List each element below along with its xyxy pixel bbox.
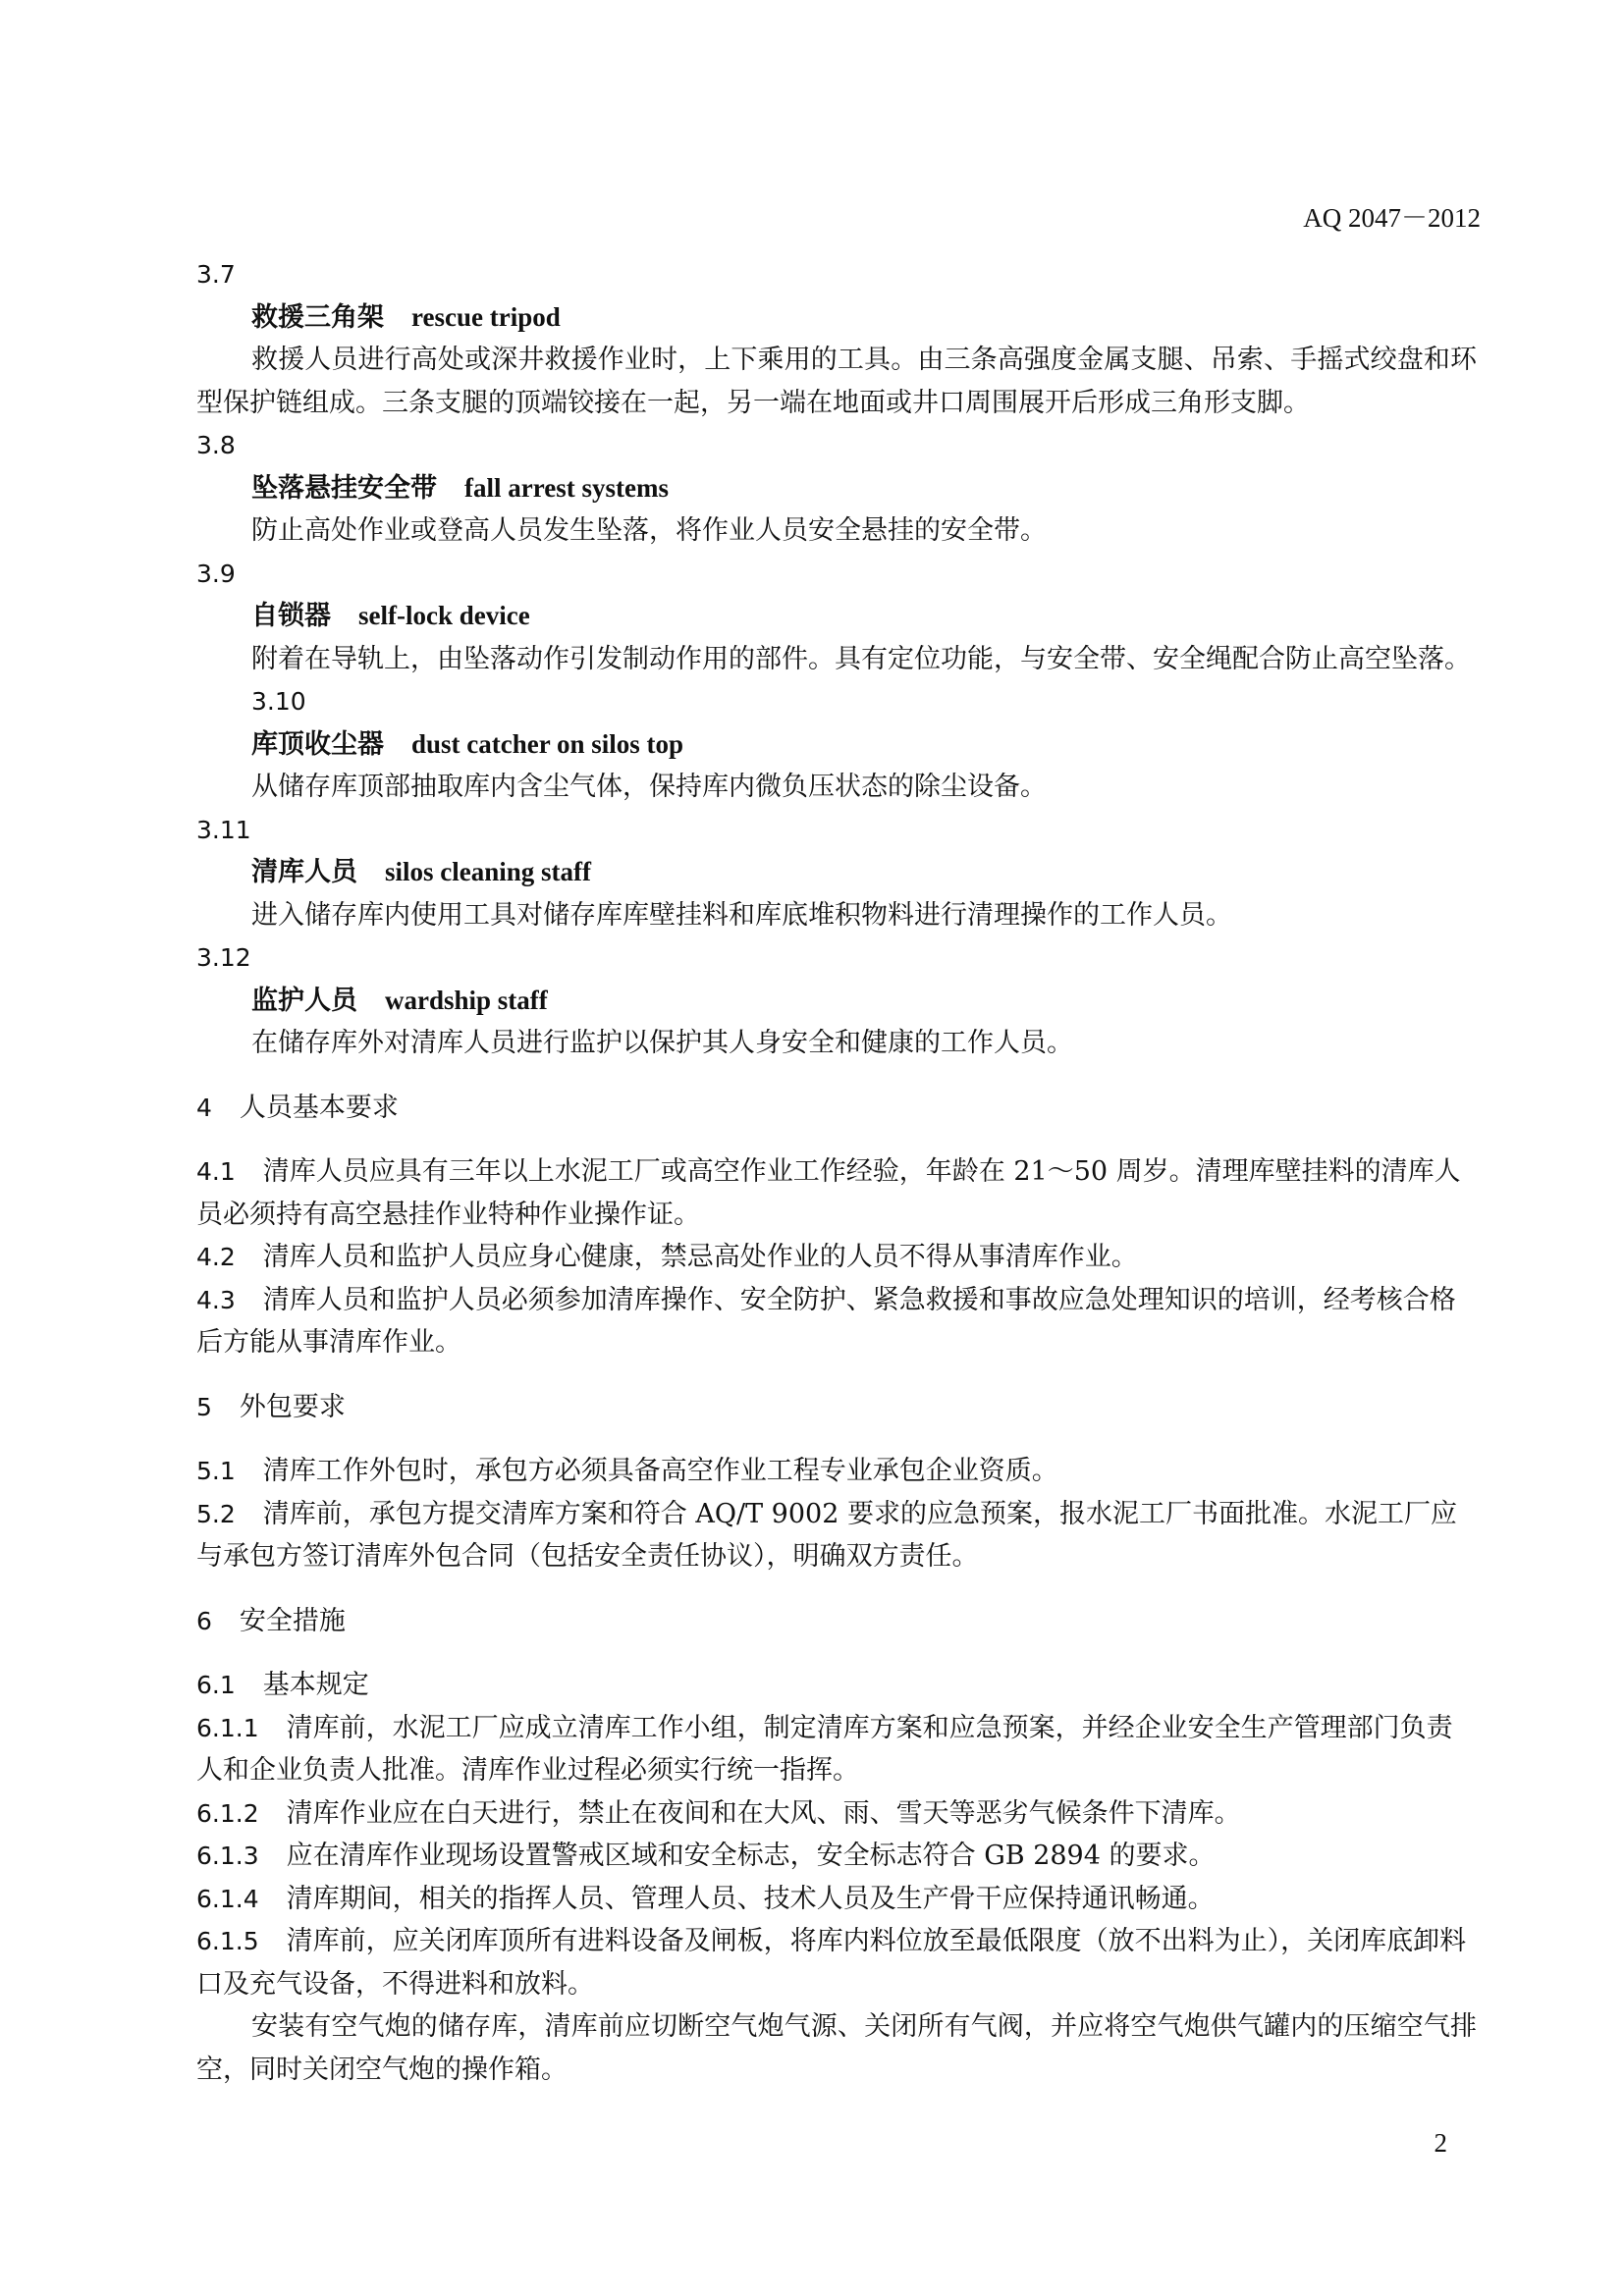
term-number: 3.7 [196, 260, 236, 289]
term-number: 3.12 [196, 943, 251, 972]
paragraph: 安装有空气炮的储存库，清库前应切断空气炮气源、关闭所有气阀，并应将空气炮供气罐内的压缩空气排空，同时关闭空气炮的操作箱。 [196, 2011, 1477, 2085]
section-number: 4 [196, 1093, 212, 1122]
term-entry [196, 424, 1477, 553]
term-zh: 监护人员 [251, 985, 357, 1016]
clause-text: 清库工作外包时，承包方必须具备高空作业工程专业承包企业资质。 [262, 1456, 1058, 1486]
term-en: silos cleaning staff [385, 857, 592, 886]
clause-text: 应在清库作业现场设置警戒区域和安全标志，安全标志符合 GB 2894 的要求。 [286, 1841, 1216, 1871]
term-definition: 从储存库顶部抽取库内含尘气体，保持库内微负压状态的除尘设备。 [251, 772, 1047, 802]
clause-text: 清库作业应在白天进行，禁止在夜间和在大风、雨、雪天等恶劣气候条件下清库。 [286, 1797, 1241, 1829]
section-title: 人员基本要求 [239, 1092, 399, 1123]
standard-code: AQ 2047－2012 [1303, 203, 1481, 233]
term-zh: 救援三角架 [251, 301, 384, 333]
subsection-title: 基本规定 [262, 1670, 369, 1700]
clause-number: 6.1.3 [196, 1842, 259, 1870]
clause [196, 1792, 1477, 1836]
term-number: 3.11 [196, 815, 251, 844]
term-zh: 清库人员 [251, 857, 357, 887]
term-en: self-lock device [358, 601, 530, 630]
section-title: 安全措施 [239, 1605, 346, 1636]
clause [196, 1236, 1477, 1279]
clause [196, 1878, 1477, 1921]
term-entry [196, 553, 1477, 681]
clause-text: 清库前，水泥工厂应成立清库工作小组，制定清库方案和应急预案，并经企业安全生产管理部门负责人和企业负责人批准。清库作业过程必须实行统一指挥。 [196, 1712, 1453, 1786]
term-definition: 附着在导轨上，由坠落动作引发制动作用的部件。具有定位功能，与安全带、安全绳配合防止高空坠落。 [251, 643, 1471, 674]
term-en: fall arrest systems [464, 472, 669, 503]
subsection-number: 6.1 [196, 1671, 236, 1699]
clause-text: 清库人员和监护人员应身心健康，禁忌高处作业的人员不得从事清库作业。 [262, 1242, 1138, 1272]
section-heading [196, 1386, 1477, 1429]
clause-text: 清库期间，相关的指挥人员、管理人员、技术人员及生产骨干应保持通讯畅通。 [286, 1883, 1215, 1914]
clause-number: 6.1.4 [196, 1884, 259, 1913]
clause-number: 4.3 [196, 1285, 236, 1314]
clause-text: 清库前，承包方提交清库方案和符合 AQ/T 9002 要求的应急预案，报水泥工厂书面批准。水泥工厂应与承包方签订清库外包合同（包括安全责任协议），明确双方责任。 [196, 1498, 1457, 1572]
term-number: 3.9 [196, 559, 236, 588]
term-zh: 坠落悬挂安全带 [251, 472, 437, 504]
term-definition: 进入储存库内使用工具对储存库库壁挂料和库底堆积物料进行清理操作的工作人员。 [251, 899, 1232, 931]
page-number: 2 [1434, 2128, 1447, 2158]
clause [196, 1493, 1477, 1578]
term-en: wardship staff [385, 985, 548, 1015]
clause-number: 5.1 [196, 1457, 236, 1485]
section-heading [196, 1600, 1477, 1643]
clause-text: 清库人员应具有三年以上水泥工厂或高空作业工作经验，年龄在 21～50 周岁。清理库壁挂料的清库人员必须持有高空悬挂作业特种作业操作证。 [196, 1156, 1461, 1230]
clause [196, 1279, 1477, 1364]
term-entry [196, 680, 1477, 809]
term-entry [196, 253, 1477, 424]
term-en: dust catcher on silos top [411, 728, 684, 759]
clause-number: 4.2 [196, 1243, 236, 1271]
document-body [196, 253, 1477, 2091]
clause-text: 清库前，应关闭库顶所有进料设备及闸板，将库内料位放至最低限度（放不出料为止），关闭库底卸料口及充气设备，不得进料和放料。 [196, 1926, 1467, 2000]
clause [196, 1707, 1477, 1792]
term-entry [196, 809, 1477, 937]
section-heading [196, 1087, 1477, 1130]
section-title: 外包要求 [239, 1391, 346, 1422]
clause [196, 1450, 1477, 1493]
clause [196, 1150, 1477, 1236]
term-en: rescue tripod [411, 301, 561, 332]
term-definition: 救援人员进行高处或深井救援作业时，上下乘用的工具。由三条高强度金属支腿、吊索、手摇式绞盘和环型保护链组成。三条支腿的顶端铰接在一起，另一端在地面或井口周围展开后形成三角形支脚。 [196, 345, 1477, 418]
term-zh: 库顶收尘器 [251, 728, 384, 760]
clause-number: 6.1.1 [196, 1713, 259, 1742]
clause-number: 4.1 [196, 1157, 236, 1186]
subsection-heading [196, 1664, 1477, 1707]
section-number: 6 [196, 1606, 212, 1635]
term-number: 3.10 [251, 687, 306, 716]
clause-number: 6.1.5 [196, 1927, 259, 1955]
term-number: 3.8 [196, 431, 236, 459]
clause-text: 清库人员和监护人员必须参加清库操作、安全防护、紧急救援和事故应急处理知识的培训，经考核合格后方能从事清库作业。 [196, 1284, 1456, 1358]
clause-number: 5.2 [196, 1499, 236, 1528]
term-definition: 防止高处作业或登高人员发生坠落，将作业人员安全悬挂的安全带。 [251, 515, 1047, 546]
section-number: 5 [196, 1392, 212, 1421]
clause-number: 6.1.2 [196, 1798, 259, 1828]
clause [196, 1920, 1477, 2005]
term-zh: 自锁器 [251, 601, 331, 631]
term-definition: 在储存库外对清库人员进行监护以保护其人身安全和健康的工作人员。 [251, 1028, 1073, 1058]
clause [196, 1835, 1477, 1878]
term-entry [196, 936, 1477, 1065]
